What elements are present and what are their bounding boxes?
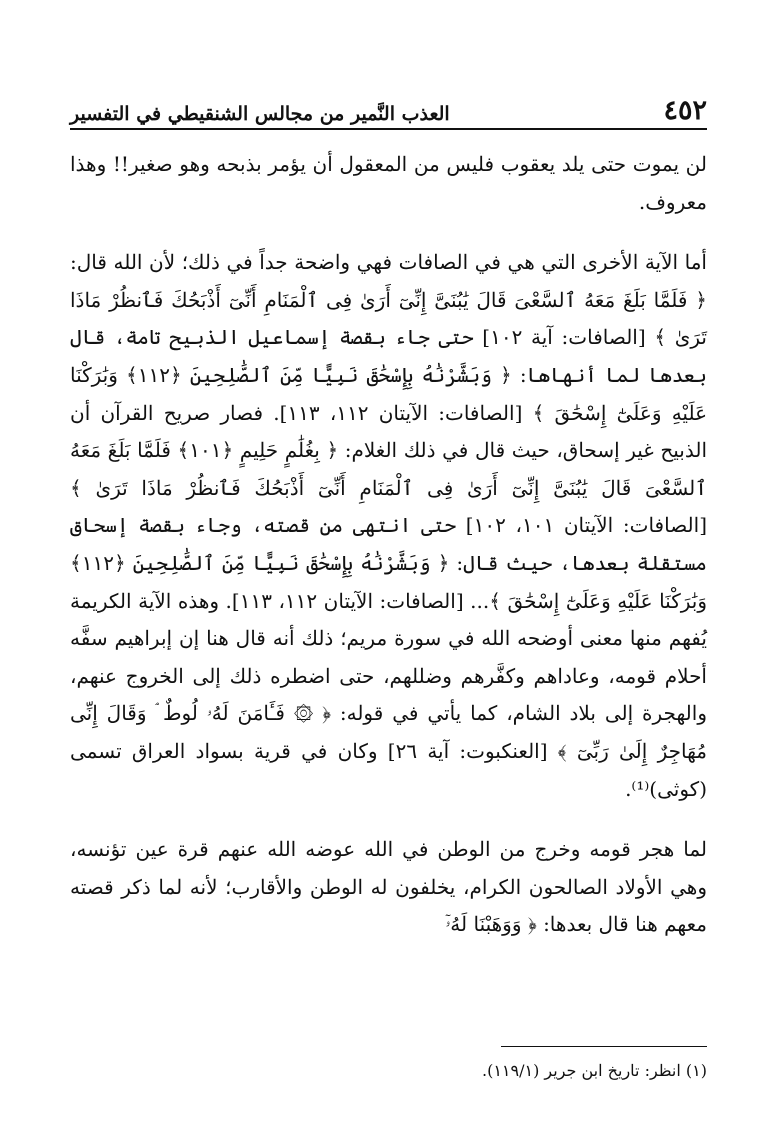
- footnote-divider: [501, 1046, 707, 1047]
- paragraph-spacer: [70, 221, 707, 244]
- running-title: العذب النَّمير من مجالس الشنقيطي في التفسير: [70, 103, 450, 125]
- paragraph-2: أما الآية الأخرى التي هي في الصافات فهي واضحة جداً في ذلك؛ لأن الله قال: ﴿ فَلَمَّا بَلَغَ مَعَهُ ٱلسَّعْىَ قَالَ يَٰبُنَىَّ إِنِّىٓ أَرَىٰ فِى ٱلْمَنَامِ أَنِّىٓ أَذْبَحُكَ فَٱنظُرْ مَاذَا تَرَىٰ ﴾ [الصافات: آية ١٠٢] حتى جاء بقصة إسماعيل الذبيح تامة، قال بعدها لما أنهاها: ﴿ وَبَشَّرْنَٰهُ بِإِسْحَٰقَ نَبِيًّا مِّنَ ٱلصَّٰلِحِينَ ﴿١١٢﴾ وَبَٰرَكْنَا عَلَيْهِ وَعَلَىٰٓ إِسْحَٰقَ ﴾ [الصافات: الآيتان ١١٢، ١١٣]. فصار صريح القرآن أن الذبيح غير إسحاق، حيث قال في ذلك الغلام: ﴿ بِغُلَٰمٍ حَلِيمٍ ﴿١٠١﴾ فَلَمَّا بَلَغَ مَعَهُ ٱلسَّعْىَ قَالَ يَٰبُنَىَّ إِنِّىٓ أَرَىٰ فِى ٱلْمَنَامِ أَنِّىٓ أَذْبَحُكَ فَٱنظُرْ مَاذَا تَرَىٰ ﴾ [الصافات: الآيتان ١٠١، ١٠٢] حتى انتهى من قصته، وجاء بقصة إسحاق مستقلة بعدها، حيث قال: ﴿ وَبَشَّرْنَٰهُ بِإِسْحَٰقَ نَبِيًّا مِّنَ ٱلصَّٰلِحِينَ ﴿١١٢﴾ وَبَٰرَكْنَا عَلَيْهِ وَعَلَىٰٓ إِسْحَٰقَ ﴾... [الصافات: الآيتان ١١٢، ١١٣]. وهذه الآية الكريمة يُفهم منها معنى أوضحه الله في سورة مريم؛ ذلك أنه قال هنا إن إبراهيم سفَّه أحلام قومه، وعاداهم وكفَّرهم وضللهم، حتى اضطره ذلك إلى الخروج عنهم، والهجرة إلى بلاد الشام، كما يأتي في قوله: ﴿ ۞ فَـَٔامَنَ لَهُۥ لُوطٌ ۘ وَقَالَ إِنِّى مُهَاجِرٌ إِلَىٰ رَبِّىٓ ﴾ [العنكبوت: آية ٢٦] وكان في قرية بسواد العراق تسمى (كوثى)⁽¹⁾.: [70, 250, 708, 801]
- footnote: (١) انظر: تاريخ ابن جرير (١١٩/١).: [481, 1061, 707, 1080]
- paragraph-1: لن يموت حتى يلد يعقوب فليس من المعقول أن يؤمر بذبحه وهو صغير!! وهذا معروف.: [70, 152, 707, 214]
- paragraph-spacer: [70, 808, 707, 831]
- page-header: [70, 86, 707, 130]
- main-text: [70, 146, 707, 944]
- page-number: ٤٥٢: [663, 95, 707, 126]
- paragraph-3: لما هجر قومه وخرج من الوطن في الله عوضه الله عنهم قرة عين تؤنسه، وهي الأولاد الصالحون الكرام، يخلفون له الوطن والأقارب؛ لأنه لما ذكر قصته معهم هنا قال بعدها: ﴿ وَوَهَبْنَا لَهُۥٓ: [70, 837, 707, 937]
